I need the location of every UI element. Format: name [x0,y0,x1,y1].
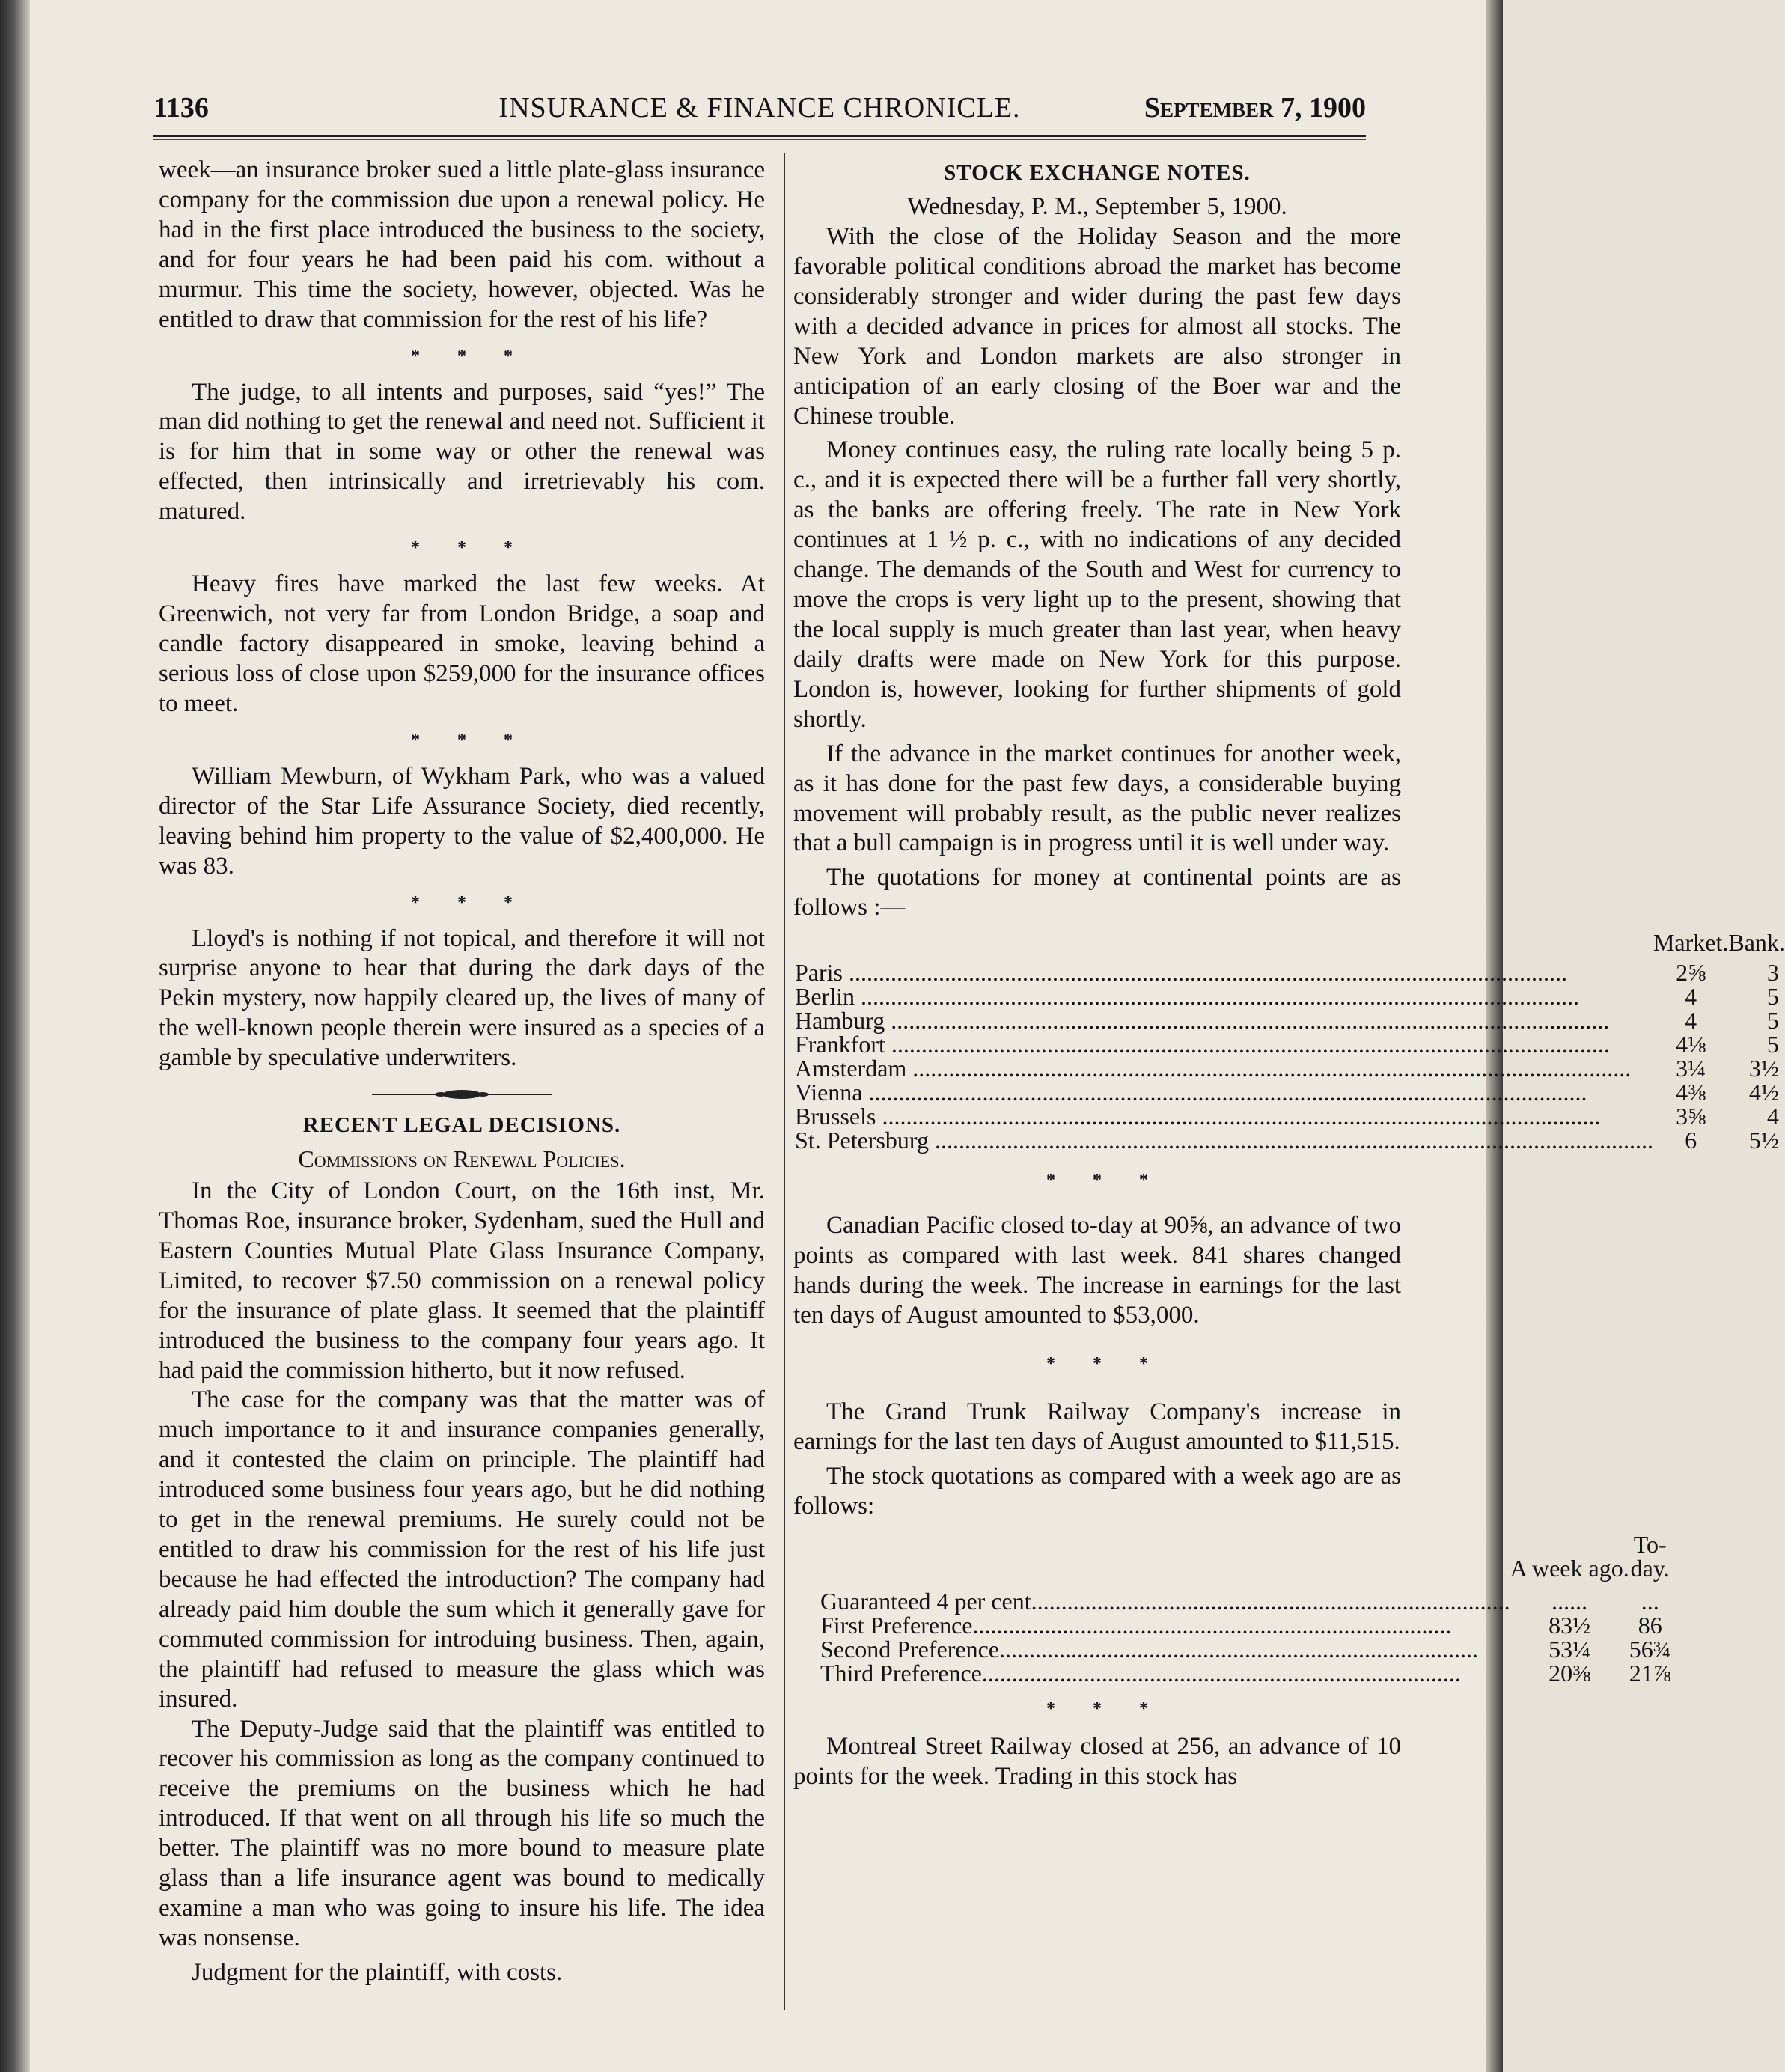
article-paragraph: In the City of London Court, on the 16th inst, Mr. Thomas Roe, insurance broker, Sydenham, sued the Hull and Eastern Counties Mutual Plate Glass Insurance Company, Limited, to recover $7.50 commission on a renewal policy for the insurance of plate glass. It seemed that the plaintiff introduced the business to the company four years ago. It had paid the commission hitherto, but it now refused. [159,1177,765,1384]
city-label: Paris [795,959,843,987]
column-divider [784,153,785,2010]
header-rule [153,135,1366,137]
column-header-today: To-day. [1630,1530,1670,1582]
stock-table-row [820,1661,1671,1685]
leader-dots: ........................................................................................................................ [885,1031,1610,1058]
market-rate: 4 [1685,983,1697,1011]
article-paragraph: The case for the company was that the matter was of much importance to it and insurance companies generally, and it contested the claim on principle. The plaintiff had introduced some business four years ago, but he did nothing to get in the renewal premiums. He surely could not be entitled to draw his commission for the rest of his life just because he had effected the introduction? The company had already paid him double the sum which it generally gave for commuted commission for introduing business. Then, again, the plaintiff had refused to measure the glass which was insured. [159,1386,765,1713]
article-paragraph: Lloyd's is nothing if not topical, and therefore it will not surprise anyone to hear that during the dark days of the Pekin mystery, now happily cleared up, the lives of many of the well-known people therein were insured as a species of a gamble by speculative underwriters. [159,924,765,1072]
money-table-row [795,1080,1785,1104]
article-paragraph: week—an insurance broker sued a little plate-glass insurance company for the commission due upon a renewal policy. He had in the first place introduced the business to the society, and for four years he had been paid his com. without a murmur. This time the society, however, objected. Was he entitled to draw that commission for the rest of his life? [159,156,765,333]
header-rule-thin [153,139,1366,140]
city-name [795,1128,1653,1152]
ornamental-divider [372,1088,552,1100]
money-table-row [795,1128,1785,1152]
city-name [795,1056,1653,1080]
bank-rate: 5½ [1748,1127,1779,1154]
stock-table-row [820,1637,1671,1661]
stock-label: Second Preference [820,1635,999,1663]
leader-dots: ................................................................................ [972,1611,1452,1639]
city-name [795,983,1653,1011]
bank-rate: 4 [1766,1103,1779,1130]
market-rate: 6 [1685,1127,1697,1154]
article-paragraph: Judgment for the plaintiff, with costs. [192,1958,563,1986]
city-name [795,1007,1653,1035]
money-table-row [795,1008,1785,1032]
leader-dots: ................................................................................ [998,1635,1478,1663]
city-label: Vienna [795,1079,863,1106]
city-label: Berlin [795,983,855,1011]
money-table-row [795,1104,1785,1128]
column-header-bank: Bank. [1728,929,1785,957]
article-paragraph: The quotations for money at continental points are as follows :— [793,864,1401,921]
stock-label: Guaranteed 4 per cent [820,1587,1031,1615]
stock-name [820,1613,1510,1637]
column-header-week-ago: A week ago. [1510,1554,1629,1582]
market-rate: 2⅝ [1676,959,1706,987]
city-label: St. Petersburg [795,1127,929,1154]
leader-dots: ........................................................................................................................ [854,983,1579,1011]
market-rate: 4⅛ [1676,1031,1706,1058]
price-week-ago: 83½ [1548,1611,1591,1639]
page-header [153,91,1366,129]
article-paragraph: The stock quotations as compared with a week ago are as follows: [793,1462,1401,1520]
money-table-row [795,960,1785,984]
article-paragraph: The Grand Trunk Railway Company's increase in earnings for the last ten days of August amounted to $11,515. [793,1398,1401,1455]
price-week-ago: 20⅜ [1548,1659,1591,1686]
section-separator-stars: * * * [411,730,529,750]
price-today: 21⅞ [1629,1659,1671,1686]
left-column [159,156,765,1988]
stock-quotations-table [820,1532,1671,1685]
section-separator-stars: * * * [1046,1353,1165,1374]
stock-name [820,1589,1510,1613]
article-paragraph: William Mewburn, of Wykham Park, who was a valued director of the Star Life Assurance Society, died recently, leaving behind him property to the value of $2,400,000. He was 83. [159,762,765,880]
leader-dots: ........................................................................................................................ [876,1103,1601,1130]
market-rate: 3¼ [1676,1055,1706,1082]
article-paragraph: With the close of the Holiday Season and the more favorable political conditions abroad the market has become considerably stronger and wider during the past few days with a decided advance in prices for almost all stocks. The New York and London markets are also stronger in anticipation of an early closing of the Boer war and the Chinese trouble. [793,223,1401,430]
article-paragraph: The judge, to all intents and purposes, said “yes!” The man did nothing to get the renewal and need not. Sufficient it is for him that in some way or other the renewal was effected, then intrinsically and irretrievably his com. matured. [159,378,765,525]
bank-rate: 5 [1766,1007,1779,1035]
dateline: Wednesday, P. M., September 5, 1900. [907,193,1287,221]
stock-label: Third Preference [820,1659,982,1686]
leader-dots: ........................................................................................................................ [843,959,1567,987]
city-name [795,1104,1653,1128]
article-paragraph: Montreal Street Railway closed at 256, an advance of 10 points for the week. Trading in this stock has [793,1732,1401,1790]
subheading-commissions: Commissions on Renewal Policies. [298,1145,626,1173]
bank-rate: 5 [1766,1031,1779,1058]
leader-dots: ........................................................................................................................ [862,1079,1587,1106]
section-separator-stars: * * * [1046,1171,1165,1191]
stock-name [820,1637,1510,1661]
leader-dots: ........................................................................................................................ [906,1055,1632,1082]
article-paragraph: Money continues easy, the ruling rate locally being 5 p. c., and it is expected there will be a further fall very shortly, as the banks are offering freely. The rate in New York continues at 1 ½ p. c., with no indications of any decided change. The demands of the South and West for currency to move the crops is very light up to the present, showing that the local supply is much greater than last year, when heavy daily drafts were made on New York for this purpose. London is, however, looking for further shipments of gold shortly. [793,436,1401,733]
article-paragraph: Canadian Pacific closed to-day at 90⅝, an advance of two points as compared with last week. 841 shares changed hands during the week. The increase in earnings for the last ten days of August amounted to $53,000. [793,1212,1401,1329]
section-heading-stock-exchange: STOCK EXCHANGE NOTES. [944,161,1251,185]
money-table-row [795,1056,1785,1080]
stock-table-row [820,1613,1671,1637]
right-column [793,156,1785,1792]
price-week-ago: ...... [1551,1587,1588,1615]
bank-rate: 3 [1766,959,1779,987]
book-binding [0,0,30,2072]
bank-rate: 4½ [1748,1079,1779,1106]
market-rate: 3⅝ [1676,1103,1706,1130]
stock-label: First Preference [820,1611,973,1639]
section-separator-stars: * * * [411,346,529,366]
publication-title: INSURANCE & FINANCE CHRONICLE. [498,92,1021,124]
section-separator-stars: * * * [1046,1698,1165,1719]
page-number: 1136 [153,92,209,124]
city-label: Frankfort [795,1031,885,1058]
city-label: Amsterdam [795,1055,907,1082]
leader-dots: ................................................................................ [981,1659,1461,1686]
section-separator-stars: * * * [411,538,529,558]
leader-dots: ........................................................................................................................ [928,1127,1653,1154]
city-label: Brussels [795,1103,876,1130]
section-heading-legal-decisions: RECENT LEGAL DECISIONS. [302,1113,621,1138]
city-name [795,1032,1653,1056]
money-table-row [795,1032,1785,1056]
issue-date: September 7, 1900 [1144,92,1366,124]
section-separator-stars: * * * [411,892,529,912]
stock-name [820,1661,1510,1685]
bank-rate: 3½ [1748,1055,1779,1082]
stock-table-row [820,1589,1671,1613]
bank-rate: 5 [1766,983,1779,1011]
city-label: Hamburg [795,1007,885,1035]
article-paragraph: If the advance in the market continues for another week, as it has done for the past few days, a considerable buying movement will probably result, as the public never realizes that a bull campaign is in progress until it is well under way. [793,740,1401,857]
price-week-ago: 53¼ [1548,1635,1591,1663]
city-name [795,959,1653,987]
money-quotations-table [795,930,1785,1152]
city-name [795,1080,1653,1104]
market-rate: 4⅜ [1676,1079,1706,1106]
article-paragraph: The Deputy-Judge said that the plaintiff was entitled to recover his commission as long as the company continued to receive the premiums on the business which he had introduced. If that went on all through his life so much the better. The plaintiff was no more bound to measure plate glass than a life insurance agent was bound to medically examine a man who was going to insure his life. The idea was nonsense. [159,1715,765,1952]
leader-dots: ........................................................................................................................ [885,1007,1610,1035]
column-header-market: Market. [1653,929,1729,957]
article-paragraph: Heavy fires have marked the last few weeks. At Greenwich, not very far from London Bridge, a soap and candle factory disappeared in smoke, leaving behind a serious loss of close upon $259,000 for the insurance offices to meet. [159,570,765,717]
price-today: 56¾ [1629,1635,1671,1663]
price-today: 86 [1638,1611,1662,1639]
leader-dots: ................................................................................ [1031,1587,1510,1615]
market-rate: 4 [1685,1007,1697,1035]
money-table-row [795,984,1785,1008]
price-today: ... [1641,1587,1659,1615]
